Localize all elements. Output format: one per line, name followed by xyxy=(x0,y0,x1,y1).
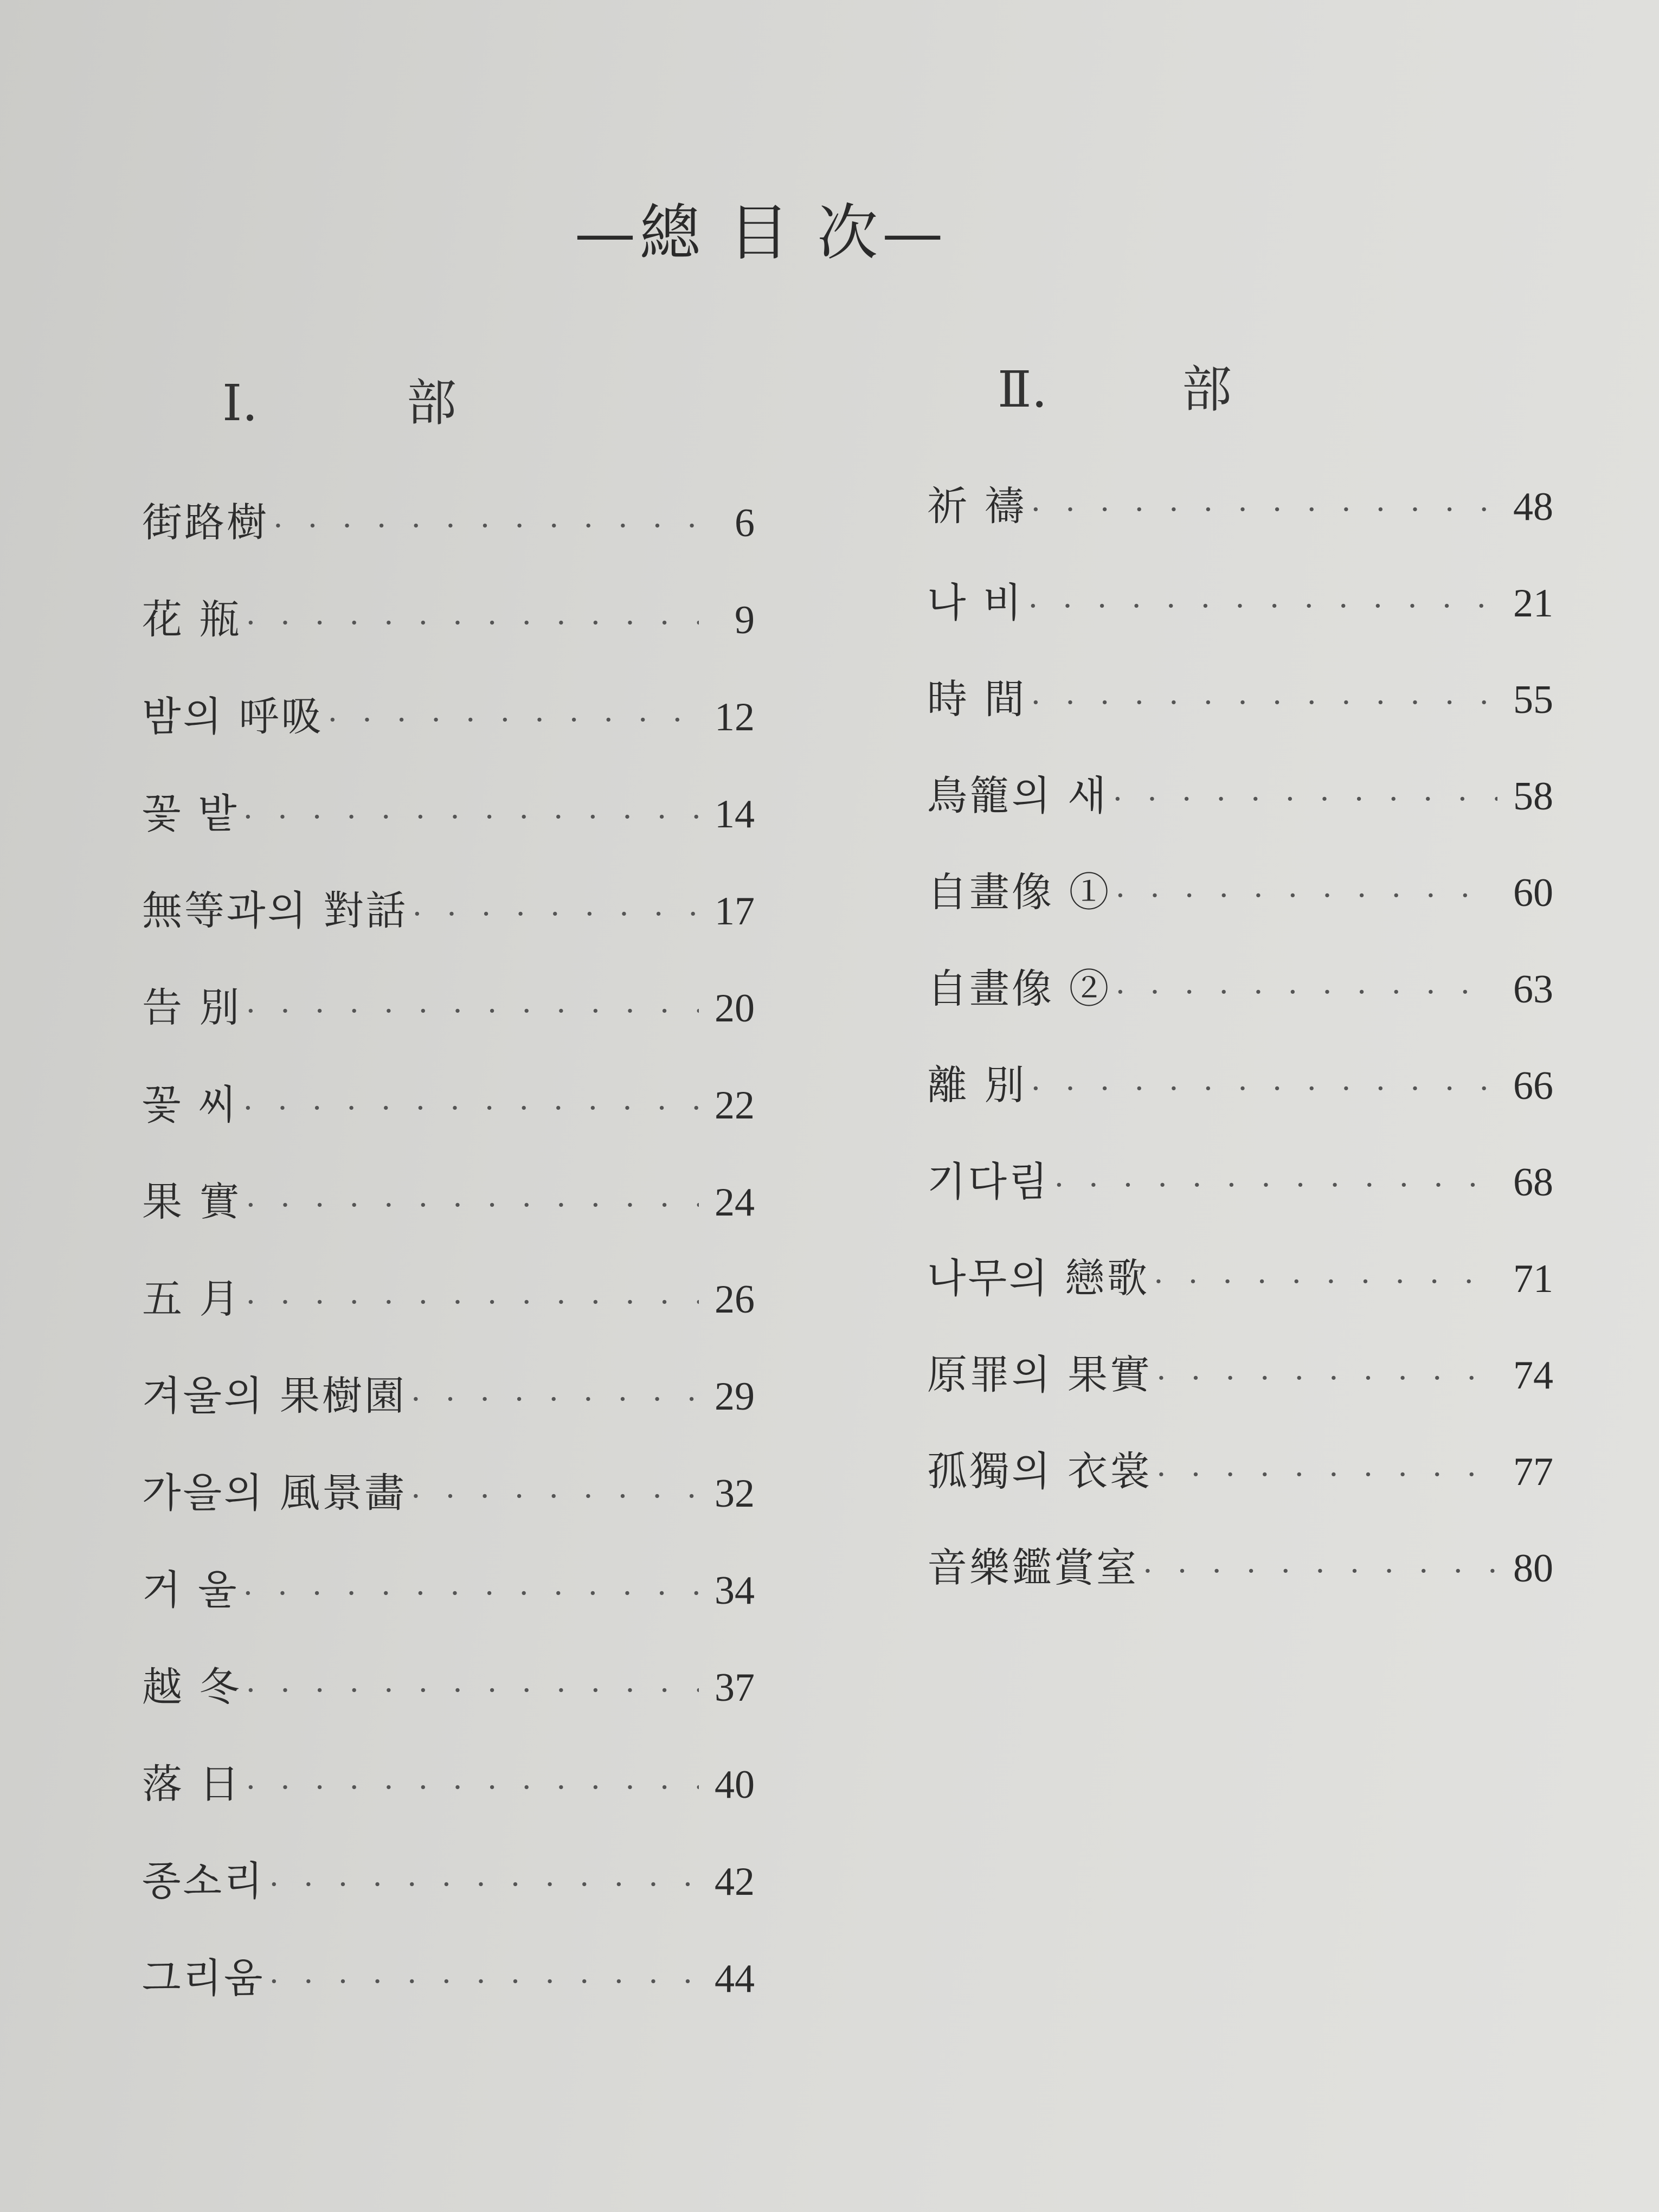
entry-title: 告 別 xyxy=(142,985,242,1031)
toc-entry xyxy=(142,588,755,685)
entry-title: 自畫像 ① xyxy=(927,869,1111,916)
toc-entry xyxy=(927,1343,1553,1439)
entry-page: 80 xyxy=(1513,1546,1553,1591)
dot-leader xyxy=(1143,1554,1497,1589)
toc-entry xyxy=(927,1439,1553,1536)
entry-page: 58 xyxy=(1513,774,1553,819)
part2-numeral: Ⅱ. xyxy=(998,361,1047,419)
toc-entry xyxy=(142,1849,755,1946)
dot-leader xyxy=(246,1770,699,1805)
part1-heading xyxy=(222,363,456,435)
entry-page: 60 xyxy=(1513,871,1553,915)
toc-entry xyxy=(927,1536,1553,1632)
entry-title: 꽃 씨 xyxy=(142,1082,239,1128)
entry-title: 果 實 xyxy=(142,1179,242,1225)
dot-leader xyxy=(1031,685,1497,721)
entry-page: 22 xyxy=(715,1083,755,1128)
dot-leader xyxy=(246,994,699,1029)
toc-entry xyxy=(142,1170,755,1267)
entry-page: 34 xyxy=(715,1568,755,1613)
entry-title: 겨울의 果樹園 xyxy=(142,1373,407,1419)
entry-page: 71 xyxy=(1513,1257,1553,1301)
toc-entry xyxy=(142,1752,755,1849)
entry-page: 20 xyxy=(715,986,755,1031)
entry-page: 6 xyxy=(735,501,755,545)
entry-page: 74 xyxy=(1513,1353,1553,1398)
part1-toc-list xyxy=(142,491,755,2043)
toc-entry xyxy=(142,1461,755,1558)
entry-page: 68 xyxy=(1513,1160,1553,1205)
dot-leader xyxy=(411,1479,699,1514)
dot-leader xyxy=(328,703,699,738)
toc-entry xyxy=(927,1246,1553,1343)
dot-leader xyxy=(1116,878,1497,914)
entry-page: 48 xyxy=(1513,485,1553,529)
entry-title: 音樂鑑賞室 xyxy=(927,1545,1139,1591)
entry-title: 나무의 戀歌 xyxy=(927,1255,1149,1302)
entry-title: 나 비 xyxy=(927,580,1024,626)
entry-title: 祈 禱 xyxy=(927,483,1027,530)
part2-label: 部 xyxy=(1182,361,1232,419)
dot-leader xyxy=(1031,492,1497,528)
entry-page: 32 xyxy=(715,1471,755,1516)
entry-title: 無等과의 對話 xyxy=(142,888,408,934)
entry-title: 離 別 xyxy=(927,1062,1027,1109)
dot-leader xyxy=(411,1382,699,1417)
entry-title: 그리움 xyxy=(142,1955,265,2002)
dot-leader xyxy=(246,1188,699,1223)
toc-entry xyxy=(142,1655,755,1752)
toc-entry xyxy=(142,1364,755,1461)
entry-title: 鳥籠의 새 xyxy=(927,773,1109,819)
dot-leader xyxy=(413,897,699,932)
toc-entry xyxy=(927,1053,1553,1150)
part1-label: 部 xyxy=(407,374,457,432)
toc-entry xyxy=(142,782,755,879)
toc-entry xyxy=(142,1558,755,1655)
toc-entry xyxy=(142,685,755,782)
dot-leader xyxy=(1031,1071,1497,1107)
dot-leader xyxy=(1156,1457,1497,1493)
entry-title: 原罪의 果實 xyxy=(927,1352,1153,1398)
toc-entry xyxy=(927,957,1553,1053)
toc-entry xyxy=(927,571,1553,667)
dot-leader xyxy=(1116,975,1497,1010)
dot-leader xyxy=(1156,1361,1497,1396)
entry-page: 37 xyxy=(715,1666,755,1710)
toc-entry xyxy=(927,667,1553,764)
entry-title: 越 冬 xyxy=(142,1664,242,1711)
entry-title: 街路樹 xyxy=(142,499,269,546)
part2-heading xyxy=(998,350,1232,421)
entry-page: 42 xyxy=(715,1860,755,1904)
dot-leader xyxy=(1054,1168,1497,1203)
toc-entry xyxy=(142,1267,755,1364)
entry-title: 花 瓶 xyxy=(142,596,242,643)
entry-page: 21 xyxy=(1513,581,1553,626)
dot-leader xyxy=(243,1091,699,1126)
dot-leader xyxy=(243,800,699,835)
dot-leader xyxy=(1113,782,1498,817)
entry-page: 40 xyxy=(715,1763,755,1807)
entry-page: 66 xyxy=(1513,1064,1553,1108)
entry-title: 時 間 xyxy=(927,676,1027,723)
entry-title: 孤獨의 衣裳 xyxy=(927,1448,1153,1495)
dot-leader xyxy=(246,1673,699,1708)
entry-title: 五 月 xyxy=(142,1276,242,1322)
entry-page: 24 xyxy=(715,1180,755,1225)
entry-title: 밤의 呼吸 xyxy=(142,693,324,740)
dot-leader xyxy=(1028,589,1498,624)
dot-leader xyxy=(269,1964,699,1999)
entry-page: 77 xyxy=(1513,1450,1553,1494)
toc-entry xyxy=(927,1150,1553,1246)
toc-entry xyxy=(927,860,1553,957)
entry-title: 自畫像 ② xyxy=(927,966,1111,1012)
entry-title: 거 울 xyxy=(142,1567,239,1613)
entry-page: 55 xyxy=(1513,678,1553,722)
entry-title: 가을의 風景畵 xyxy=(142,1470,407,1516)
part2-toc-list xyxy=(927,474,1553,1632)
entry-title: 기다림 xyxy=(927,1159,1050,1205)
entry-title: 종소리 xyxy=(142,1858,265,1905)
page-title: —總 目 次— xyxy=(575,198,948,268)
dot-leader xyxy=(246,606,699,641)
entry-title: 꽃 밭 xyxy=(142,790,239,837)
entry-title: 落 日 xyxy=(142,1761,242,1808)
entry-page: 14 xyxy=(715,792,755,837)
dot-leader xyxy=(243,1576,699,1611)
dot-leader xyxy=(269,1867,699,1902)
dot-leader xyxy=(246,1285,699,1320)
entry-page: 44 xyxy=(715,1957,755,2001)
toc-entry xyxy=(142,1073,755,1170)
entry-page: 26 xyxy=(715,1277,755,1322)
entry-page: 63 xyxy=(1513,967,1553,1012)
part1-numeral: Ⅰ. xyxy=(222,374,258,432)
toc-entry xyxy=(142,491,755,588)
toc-entry xyxy=(142,1946,755,2043)
entry-page: 9 xyxy=(735,598,755,642)
entry-page: 29 xyxy=(715,1374,755,1419)
entry-page: 17 xyxy=(715,889,755,934)
dot-leader xyxy=(273,509,699,544)
toc-entry xyxy=(142,879,755,976)
toc-entry xyxy=(927,764,1553,860)
dot-leader xyxy=(1154,1264,1497,1300)
toc-entry xyxy=(927,474,1553,571)
toc-entry xyxy=(142,976,755,1073)
entry-page: 12 xyxy=(715,695,755,740)
